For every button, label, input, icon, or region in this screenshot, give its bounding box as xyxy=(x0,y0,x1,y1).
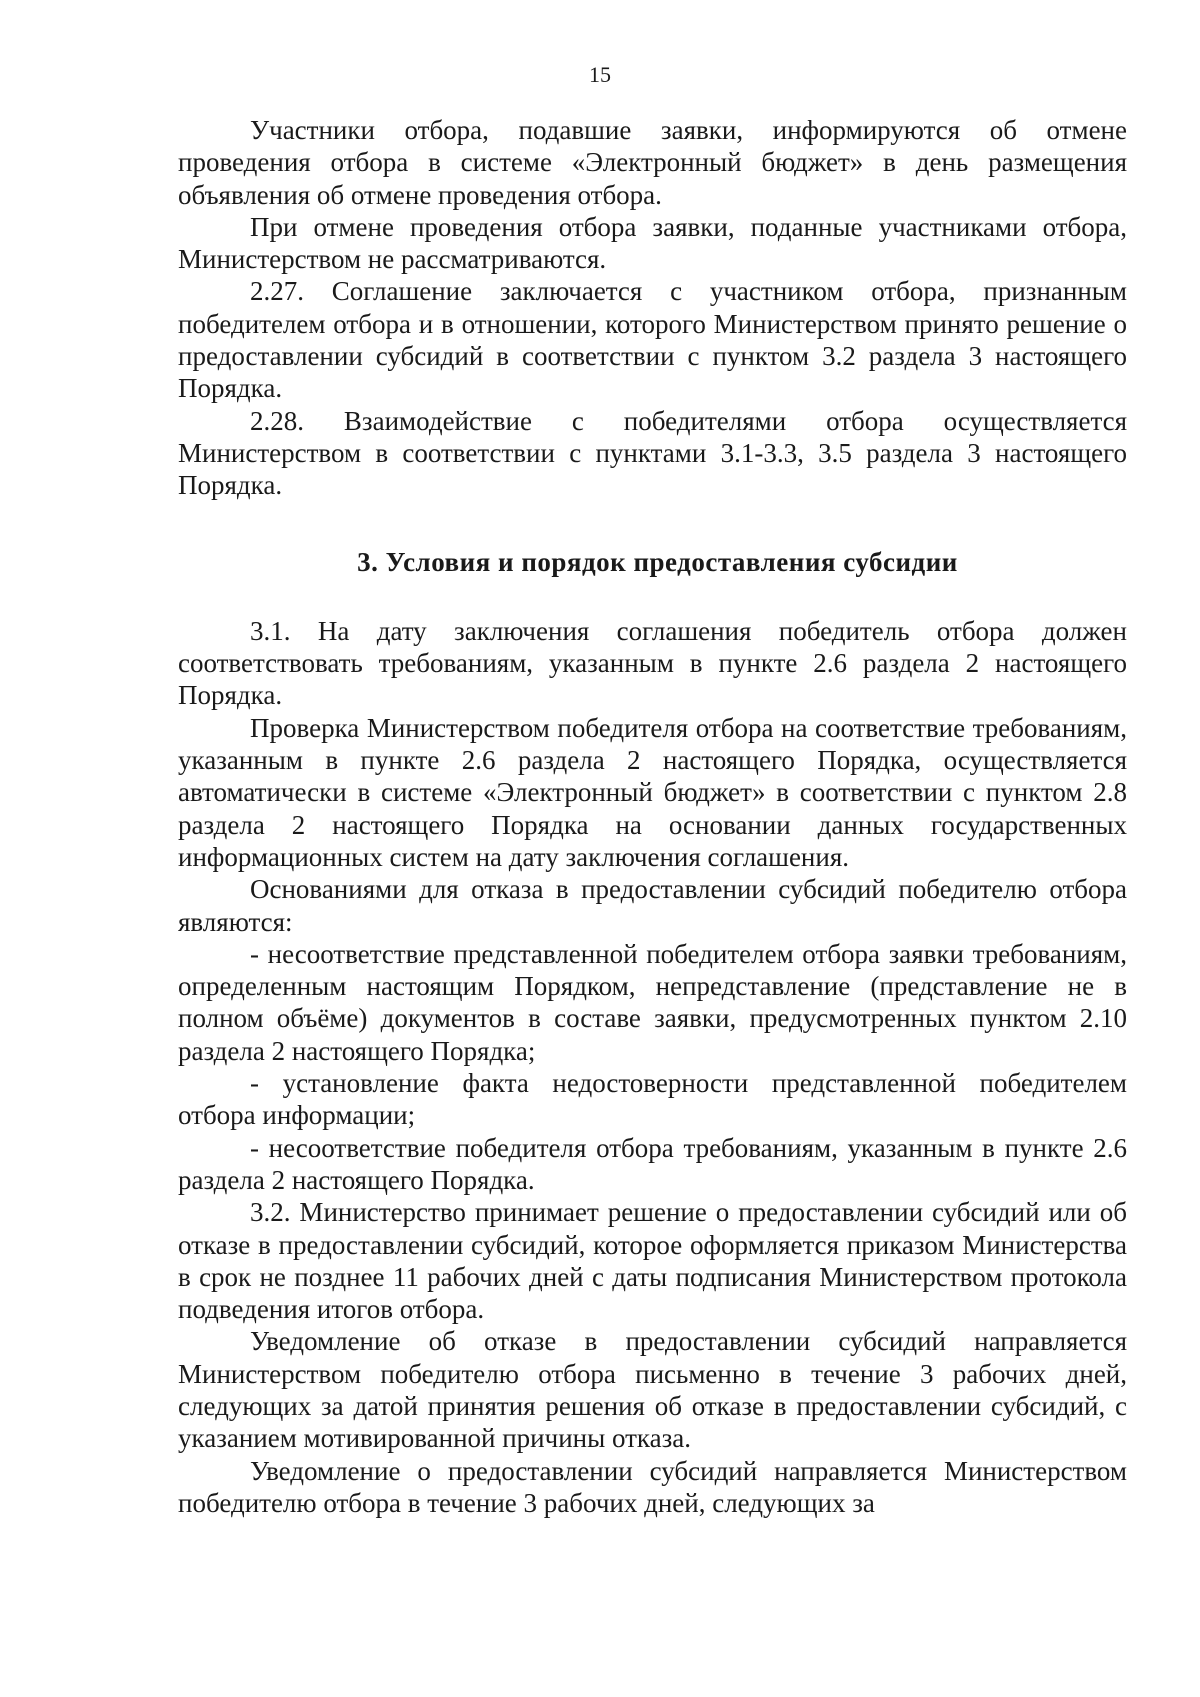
paragraph-clause-2-28: 2.28. Взаимодействие с победителями отбора осуществляется Министерством в соответствии с пунктами 3.1-3.3, 3.5 раздела 3 настоящего Порядка. xyxy=(178,405,1127,501)
list-item-false-information: - установление факта недостоверности представленной победителем отбора информации; xyxy=(178,1068,1127,1131)
section-heading-text: 3. Условия и порядок предоставления субсидии xyxy=(357,546,958,577)
paragraph-clause-3-1: 3.1. На дату заключения соглашения победитель отбора должен соответствовать требованиям, указанным в пункте 2.6 раздела 2 настоящего Порядка. xyxy=(178,615,1127,711)
page-number: 15 xyxy=(589,62,611,87)
paragraph-grant-notice: Уведомление о предоставлении субсидий направляется Министерством победителю отбора в течение 3 рабочих дней, следующих за xyxy=(178,1455,1127,1518)
paragraph-verification: Проверка Министерством победителя отбора на соответствие требованиям, указанным в пункте 2.6 раздела 2 настоящего Порядка, осуществляется автоматически в системе «Электронный бюджет» в соответствии с пунктом 2.8 раздела 2 настоящего Порядка на основании данных государственных информационных систем на дату заключения соглашения. xyxy=(178,712,1127,872)
paragraph-clause-2-27: 2.27. Соглашение заключается с участником отбора, признанным победителем отбора и в отношении, которого Министерством принято решение о предоставлении субсидий в соответствии с пунктом 3.2 раздела 3 настоящего Порядка. xyxy=(178,276,1127,404)
list-item-noncompliance-application: - несоответствие представленной победителем отбора заявки требованиям, определенным настоящим Порядком, непредставление (представление не в полном объёме) документов в составе заявки, предусмотренных пунктом 2.10 раздела 2 настоящего Порядка; xyxy=(178,938,1127,1066)
paragraph-refusal-grounds: Основаниями для отказа в предоставлении субсидий победителю отбора являются: xyxy=(178,874,1127,937)
paragraph-participants-notified: Участники отбора, подавшие заявки, информируются об отмене проведения отбора в системе «Электронный бюджет» в день размещения объявления об отмене проведения отбора. xyxy=(178,115,1127,210)
section-heading xyxy=(178,546,1127,578)
document-body xyxy=(178,114,1127,1519)
paragraph-clause-3-2: 3.2. Министерство принимает решение о предоставлении субсидий или об отказе в предоставлении субсидий, которое оформляется приказом Министерства в срок не позднее 11 рабочих дней с даты подписания Министерством протокола подведения итогов отбора. xyxy=(178,1197,1127,1325)
paragraph-cancellation-applications: При отмене проведения отбора заявки, поданные участниками отбора, Министерством не рассматриваются. xyxy=(178,211,1127,275)
list-item-noncompliance-requirements: - несоответствие победителя отбора требованиям, указанным в пункте 2.6 раздела 2 настоящего Порядка. xyxy=(178,1132,1127,1195)
paragraph-refusal-notice: Уведомление об отказе в предоставлении субсидий направляется Министерством победителю отбора письменно в течение 3 рабочих дней, следующих за датой принятия решения об отказе в предоставлении субсидий, с указанием мотивированной причины отказа. xyxy=(178,1326,1127,1454)
